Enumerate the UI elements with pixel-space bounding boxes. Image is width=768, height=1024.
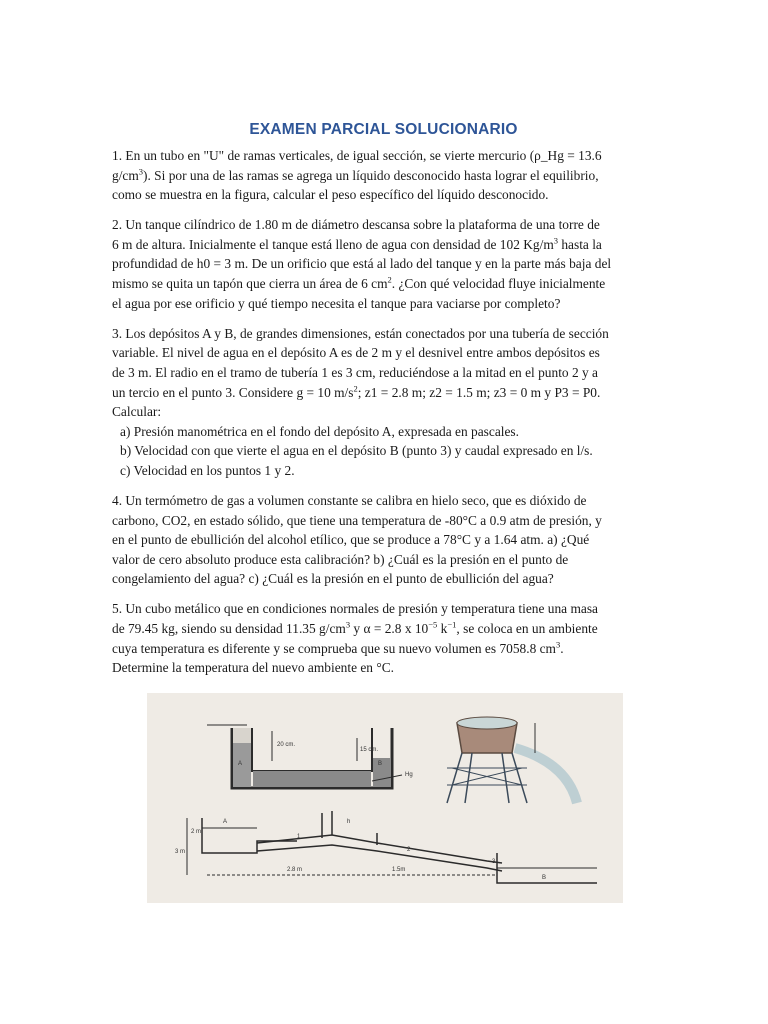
- figures-svg: [147, 693, 623, 903]
- q3-line-2: variable. El nivel de agua en el depósito A es de 2 m y el desnivel entre ambos depósitos es: [112, 345, 600, 361]
- label-b: B: [378, 761, 383, 767]
- label-15cm: 15 cm.: [360, 747, 379, 753]
- q4-line-1: 4. Un termómetro de gas a volumen constante se calibra en hielo seco, que es dióxido de: [112, 493, 587, 508]
- q1-line-3: como se muestra en la figura, calcular el peso específico del líquido desconocido.: [112, 187, 549, 203]
- label-deposit-a: A: [223, 819, 228, 825]
- q1-line-2: $g/cm^3$). Si por una de las ramas se agrega un líquido desconocido hasta lograr el equilibrio,: [112, 166, 599, 183]
- problem-figures-photo: [147, 693, 623, 903]
- label-20cm: 20 cm.: [277, 742, 296, 748]
- question-4: [112, 491, 655, 589]
- label-1-5m: 1.5m: [392, 867, 406, 873]
- q3-item-a: a) Presión manométrica en el fondo del depósito A, expresada en pascales.: [120, 423, 519, 439]
- q5-line-3: cuya temperatura es diferente y se comprueba que su nuevo volumen es 7058.8 $cm^3$.: [112, 639, 564, 656]
- label-2-8m: 2.8 m: [287, 867, 303, 873]
- q4-line-5: congelamiento del agua? c) ¿Cuál es la presión en el punto de ebullición del agua?: [112, 571, 554, 587]
- u-tube-figure: [207, 725, 402, 788]
- label-point-1: 1: [297, 834, 301, 840]
- question-3-items: [120, 422, 655, 481]
- q2-line-5: el agua por ese orificio y qué tiempo necesita el tanque para vaciarse por completo?: [112, 295, 561, 311]
- q3-item-b: b) Velocidad con que vierte el agua en el depósito B (punto 3) y caudal expresado en l/s.: [120, 443, 593, 459]
- q2-line-1: 2. Un tanque cilíndrico de 1.80 m de diámetro descansa sobre la plataforma de una torre de: [112, 217, 600, 233]
- q4-line-3: en el punto de ebullición del alcohol etílico, que se produce a 78°C y a 1.64 atm. a) ¿Qué: [112, 532, 590, 548]
- label-point-2: 2: [407, 847, 411, 853]
- label-hg: Hg: [405, 772, 413, 778]
- label-3m: 3 m: [175, 849, 186, 855]
- document-page: [112, 120, 655, 688]
- q3-line-4: un tercio en el punto 3. Considere g = 10 $m/s^2$; z1 = 2.8 m; z2 = 1.5 m; z3 = 0 m y P3 = P0.: [112, 383, 601, 400]
- water-tower-figure: [447, 717, 577, 803]
- q2-line-4: mismo se quita un tapón que cierra un área de 6 $cm^2$. ¿Con qué velocidad fluye inicialmente: [112, 274, 606, 292]
- page-title: EXAMEN PARCIAL SOLUCIONARIO: [249, 121, 518, 138]
- label-deposit-b: B: [542, 875, 547, 881]
- question-2: [112, 215, 655, 313]
- question-3: [112, 324, 655, 422]
- q4-line-4: valor de cero absoluto produce esta calibración? b) ¿Cuál es la presión en el punto de: [112, 551, 569, 567]
- q5-line-1: 5. Un cubo metálico que en condiciones normales de presión y temperatura tiene una masa: [112, 601, 598, 617]
- q3-line-3: de 3 m. El radio en el tramo de tubería 1 es 3 cm, reduciéndose a la mitad en el punto 2 y a: [112, 364, 598, 380]
- q1-line-1: 1. En un tubo en "U" de ramas verticales, de igual sección, se vierte mercurio (ρ_Hg = 13.6: [112, 148, 602, 163]
- question-5: [112, 599, 655, 677]
- label-h: h: [347, 819, 351, 825]
- q3-line-5: Calcular:: [112, 404, 162, 420]
- q3-item-c: c) Velocidad en los puntos 1 y 2.: [120, 462, 295, 478]
- question-1: [112, 146, 655, 205]
- q5-line-2: de 79.45 kg, siendo su densidad 11.35 $g/cm^3$ y α = 2.8 x $10^{-5}$ $k^{-1}$, se coloca en un ambiente: [112, 619, 598, 637]
- q5-line-4: Determine la temperatura del nuevo ambiente en °C.: [112, 660, 394, 676]
- label-2m: 2 m: [191, 829, 202, 835]
- label-point-3: 3: [492, 859, 496, 865]
- q2-line-3: profundidad de h0 = 3 m. De un orificio que está al lado del tanque y en la parte más baja del: [112, 256, 612, 272]
- q2-line-2: 6 m de altura. Inicialmente el tanque está lleno de agua con densidad de 102 $Kg/m^3$ hasta la: [112, 235, 602, 252]
- q4-line-2: carbono, CO2, en estado sólido, que tiene una temperatura de -80°C a 0.9 atm de presión, y: [112, 512, 602, 528]
- label-a: A: [238, 761, 243, 767]
- q3-line-1: 3. Los depósitos A y B, de grandes dimensiones, están conectados por una tubería de sección: [112, 325, 609, 341]
